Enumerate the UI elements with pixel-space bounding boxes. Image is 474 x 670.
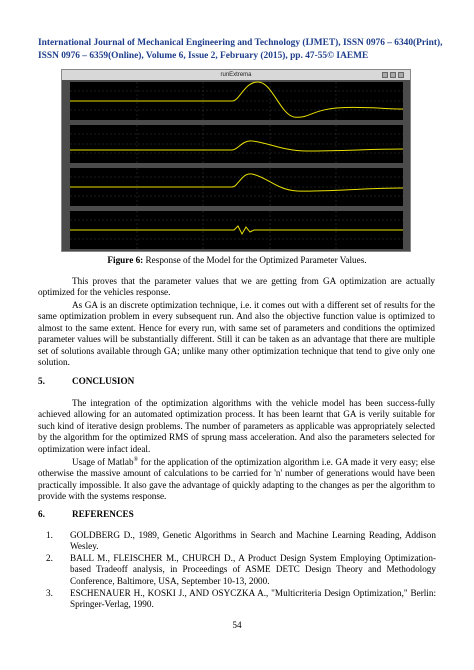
reference-number: 1. (46, 530, 53, 540)
reference-number: 2. (46, 553, 53, 563)
reference-item (46, 530, 436, 553)
close-icon (398, 72, 404, 78)
page-number: 54 (232, 620, 242, 630)
reference-number: 3. (46, 588, 53, 598)
journal-header-line1: International Journal of Mechanical Engineering and Technology (IJMET), ISSN 0976 – 6340(Print), (38, 38, 443, 48)
reference-text: ESCHENAUER H., KOSKI J., AND OSYCZKA A., "Multicriteria Design Optimization," Berlin: Springer-Verlag, 1990. (70, 588, 436, 610)
conclusion-p2-start: Usage of Matlab (72, 457, 134, 468)
figure-caption-label: Figure 6: (107, 255, 144, 265)
section-number: 6. (38, 509, 45, 519)
conclusion-paragraph-1: The integration of the optimization algorithms with the vehicle model has been success-fully achieved allowing for an automated optimization process. It has been learnt that GA is verily suitable for such kind of iterative design problems. The number of parameters as applicable was appropriately selected by the algorithm for the optimized RMS of sprung mass acceleration. And also the parameters selected for optimization were infact ideal. (38, 398, 435, 454)
conclusion-paragraph-2 (38, 455, 435, 503)
section-title: REFERENCES (72, 509, 134, 519)
paragraph-1: This proves that the parameter values that we are getting from GA optimization are actually optimized for the vehicles response. (38, 276, 435, 298)
figure-caption (0, 255, 474, 265)
scope-panel-2 (70, 125, 403, 163)
scope-plots (62, 80, 410, 251)
section-title: CONCLUSION (72, 376, 135, 386)
scope-panel-3 (70, 168, 403, 206)
scope-window-titlebar (62, 70, 410, 80)
section-number: 5. (38, 376, 45, 386)
scope-panel-1 (70, 82, 403, 120)
paragraph-2: As GA is an discrete optimization technique, i.e. it comes out with a different set of results for the same optimization problem in every subsequent run. And also the objective function value is optimized to almost to the same extent. Hence for every run, with same set of parameters and conditions the optimized parameter values will be substantially different. Still it can be taken as an advantage that there are multiple set of solutions available through GA; unlike many other optimization technique that tend to give only one solution. (38, 300, 435, 368)
reference-text: GOLDBERG D., 1989, Genetic Algorithms in Search and Machine Learning Reading, Addison Wesley. (70, 530, 436, 552)
minimize-icon (382, 72, 388, 78)
scope-figure (61, 69, 411, 252)
scope-panel-4 (70, 211, 403, 249)
section-heading-conclusion (38, 376, 134, 386)
journal-header (38, 37, 443, 62)
reference-item (46, 553, 436, 587)
section-heading-references (38, 509, 134, 519)
registered-mark: ® (133, 457, 139, 463)
figure-caption-text: Response of the Model for the Optimized Parameter Values. (143, 255, 367, 265)
conclusion-p2-rest: for the application of the optimization algorithm i.e. GA made it very easy; else otherwise the massive amount of calculations to be carried for 'n' number of generations would have been practically impossible. It also gave the advantage of quickly adapting to the changes as per the algorithm to provide with the systems response. (38, 457, 435, 502)
reference-item (46, 588, 436, 611)
scope-window-title: runExtrema (220, 72, 252, 78)
maximize-icon (390, 72, 396, 78)
journal-header-line2: ISSN 0976 – 6359(Online), Volume 6, Issue 2, February (2015), pp. 47-55© IAEME (38, 50, 369, 61)
reference-text: BALL M., FLEISCHER M., CHURCH D., A Product Design System Employing Optimization-based Tradeoff analysis, in Proceedings of ASME DETC Design Theory and Methodology Conference, Baltimore, USA, September 10-13, 2000. (70, 553, 436, 586)
